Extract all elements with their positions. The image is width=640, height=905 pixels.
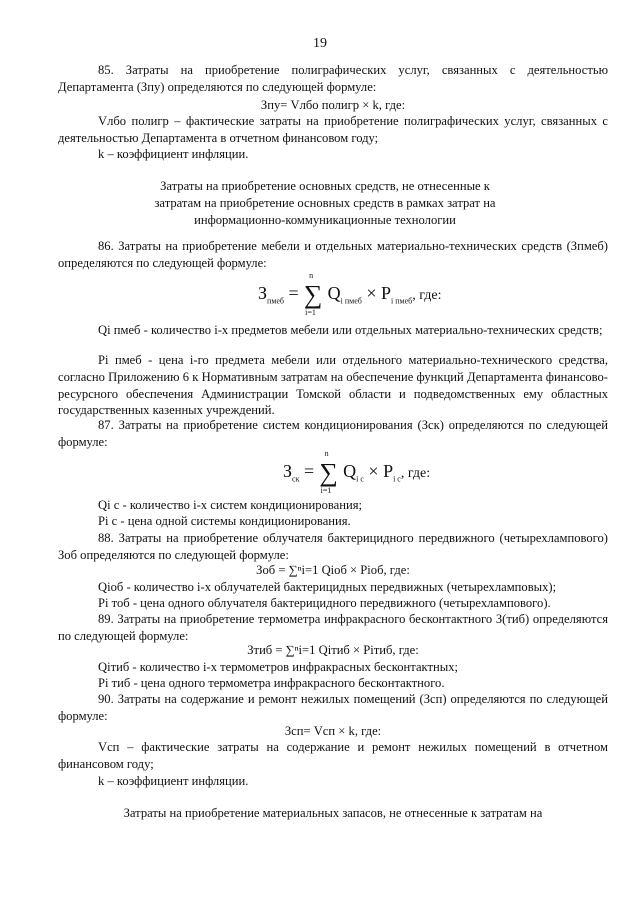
formula-87-tail: , где:	[400, 466, 431, 482]
definition-90-k: k – коэффициент инфляции.	[98, 774, 249, 788]
formula-86-tail: , где:	[412, 288, 442, 304]
formula-86-times: ×	[366, 283, 377, 304]
paragraph-89: 89. Затраты на приобретение термометра инфракрасного бесконтактного З(тиб) определяются по следующей формуле:	[58, 612, 608, 643]
paragraph-88: 88. Затраты на приобретение облучателя бактерицидного передвижного (четырехлампового) Зоб определяются по следующей формуле:	[58, 531, 608, 562]
definition-87-p: Pi с - цена одной системы кондиционирования.	[98, 514, 351, 528]
formula-87-times: ×	[368, 461, 379, 482]
formula-86: $З_{пмеб}$ = ∑ n i=1 $Q_{i пмеб} \times P_{i пмеб}$, где:	[258, 271, 442, 317]
formula-86-p-sub: i пмеб	[391, 296, 413, 306]
formula-86-lhs-sub: пмеб	[267, 296, 284, 306]
paragraph-87: 87. Затраты на приобретение систем кондиционирования (Зск) определяются по следующей формуле:	[58, 418, 608, 449]
sum-icon: ∑ n i=1	[319, 449, 338, 495]
formula-90: Зсп= Vсп × k, где:	[284, 724, 382, 738]
definition-88-q: Qiоб - количество i-х облучателей бактерицидных передвижных (четырехламповых);	[98, 580, 557, 594]
formula-87-q-sub: i с	[356, 474, 364, 484]
section-heading-materials: Затраты на приобретение материальных запасов, не отнесенные к затратам на	[123, 806, 543, 820]
definition-85-v: Vлбо полигр – фактические затраты на приобретение полиграфических услуг, связанных с деятельностью Департамента в отчетном финансовом году;	[58, 114, 608, 145]
formula-86-p: P	[381, 283, 392, 304]
paragraph-90: 90. Затраты на содержание и ремонт нежилых помещений (Зсп) определяются по следующей формуле:	[58, 692, 608, 723]
page-number: 19	[313, 36, 327, 51]
formula-88: Зоб = ∑ⁿi=1 Qiоб × Pioб, где:	[256, 563, 410, 577]
formula-86-q: Q	[327, 283, 341, 304]
formula-87-q: Q	[343, 461, 357, 482]
sum-icon: ∑ n i=1	[303, 271, 323, 317]
formula-87-p: P	[383, 461, 394, 482]
formula-86-q-sub: i пмеб	[340, 296, 362, 306]
formula-86-lhs: З	[258, 283, 268, 304]
paragraph-85: 85. Затраты на приобретение полиграфических услуг, связанных с деятельностью Департамента (Зпу) определяются по следующей формуле:	[58, 63, 608, 94]
paragraph-86: 86. Затраты на приобретение мебели и отдельных материально-технических средств (Зпмеб) определяются по следующей формуле:	[58, 239, 608, 270]
formula-85: Зпу= Vлбо полигр × k, где:	[260, 98, 406, 112]
formula-87: $З_{ск}$ = ∑ n i=1 $Q_{i с} \times P_{i с}$, где:	[283, 449, 431, 495]
formula-89: Зтиб = ∑ⁿi=1 Qiтиб × Piтиб, где:	[247, 643, 419, 657]
definition-86-p: Pi пмеб - цена i-го предмета мебели или отдельного материально-технического средства, согласно Приложению 6 к Нормативным затратам на обеспечение функций Департамента финансово-ресурсного обеспечения Администрации Томской области и подведомственных ему областных государственных казенных учреждений.	[58, 353, 608, 418]
definition-90-v: Vсп – фактические затраты на содержание и ремонт нежилых помещений в отчетном финансовом году;	[58, 740, 608, 771]
definition-89-p: Pi тиб - цена одного термометра инфракрасного бесконтактного.	[98, 676, 445, 690]
definition-89-q: Qiтиб - количество i-х термометров инфракрасных бесконтактных;	[98, 660, 458, 674]
formula-87-lhs-sub: ск	[292, 474, 300, 484]
definition-87-q: Qi с - количество i-х систем кондиционирования;	[98, 498, 363, 512]
definition-88-p: Pi тоб - цена одного облучателя бактерицидного передвижного (четырехлампового).	[98, 596, 551, 610]
section-heading-fixed-assets: Затраты на приобретение основных средств, не отнесенные к затратам на приобретение основных средств в рамках затрат на информационно-коммуникационные технологии	[154, 179, 496, 227]
definition-86-q: Qi пмеб - количество i-х предметов мебели или отдельных материально-технических средств;	[98, 323, 603, 337]
formula-87-p-sub: i с	[393, 474, 401, 484]
definition-85-k: k – коэффициент инфляции.	[98, 147, 249, 161]
formula-87-lhs: З	[283, 461, 293, 482]
